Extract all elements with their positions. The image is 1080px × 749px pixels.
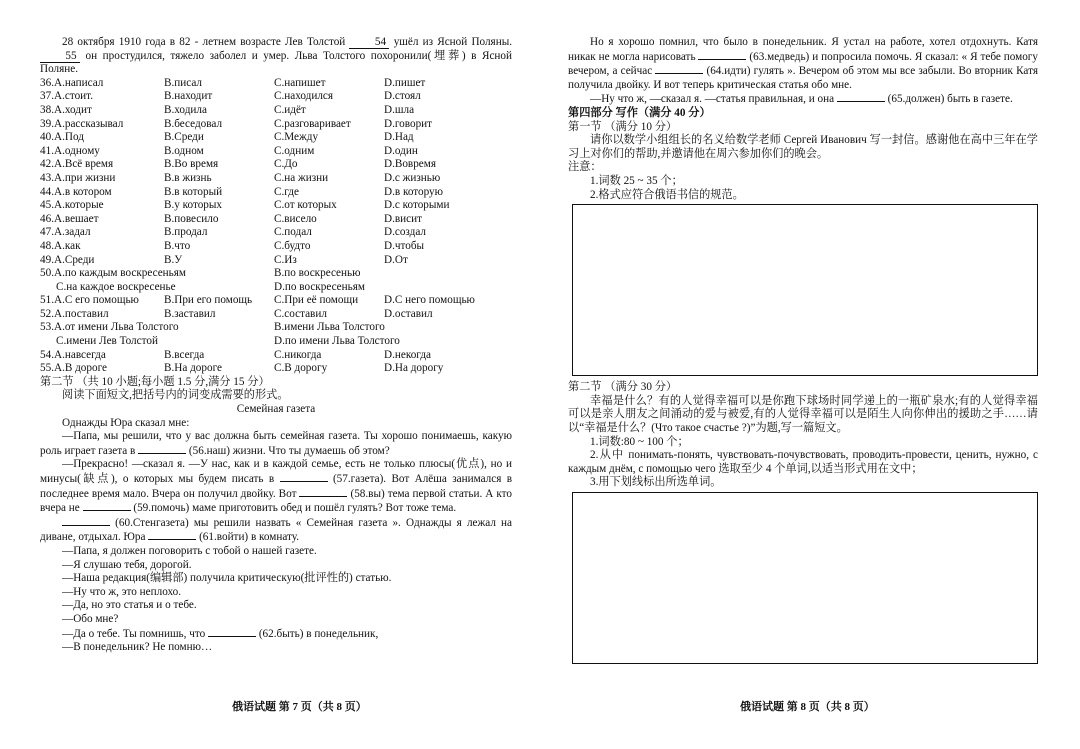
option-53c: C.имени Лев Толстой <box>56 335 158 348</box>
story-p1: Однажды Юра сказал мне: <box>62 416 190 429</box>
task1-text: 请你以数学小组组长的名义给数学老师 Сергей Иванович 写一封信。感谢他在高中三年在学习上对你们的帮助,并邀请他在周六参加你们的晚会。 <box>568 134 1038 160</box>
option-item: B.беседовал <box>164 117 223 130</box>
option-item: 54.A.навсегда <box>40 348 106 361</box>
option-50c: C.на каждое воскресенье <box>56 280 176 293</box>
section2-instruction: 阅读下面短文,把括号内的词变成需要的形式。 <box>62 389 289 402</box>
option-item: B.всегда <box>164 348 205 361</box>
section2-header: 第二节 （共 10 小题;每小题 1.5 分,满分 15 分） <box>40 375 270 388</box>
answer-box-1[interactable] <box>572 204 1038 376</box>
blank-65[interactable] <box>837 92 885 102</box>
option-item: C.Из <box>274 253 297 266</box>
option-item: B.находит <box>164 90 213 103</box>
option-item: 45.A.которые <box>40 199 104 212</box>
dialog-6: —Обо мне? <box>62 612 119 625</box>
note2-2: 2.从中 понимать-понять, чувствовать-почувствовать, проводить-провести, ценить, нужно, с каждым днём, с помощью чего 选取至少 4 个单词,以适当形式用在文中； <box>568 449 1038 475</box>
option-row <box>40 145 512 159</box>
option-50d: D.по воскресеньям <box>274 280 365 293</box>
option-item: C.где <box>274 185 299 198</box>
option-item: 38.A.ходит <box>40 103 92 116</box>
intro-text-4: он простудился, тяжело заболел и умер. Льва Толстого похоронили(埋葬) в Ясной Поляне. <box>40 49 512 76</box>
option-item: D.с жизнью <box>384 171 441 184</box>
option-item: B.у которых <box>164 199 223 212</box>
option-item: D.чтобы <box>384 239 425 252</box>
intro-text-1: 28 октября 1910 года в 82 - летнем возрасте Лев Толстой <box>62 36 346 48</box>
option-item: C.находился <box>274 90 334 103</box>
option-item: D.стоял <box>384 90 421 103</box>
answer-54: 54 <box>349 37 389 49</box>
blank-57[interactable] <box>280 472 328 482</box>
blank-59[interactable] <box>83 501 131 511</box>
option-item: B.При его помощь <box>164 294 253 307</box>
story-p2: —Папа, мы решили, что у вас должна быть семейная газета. Ты хорошо понимаешь, какую роль играет газета в (56.наш) жизни. Что ты думаешь об этом? <box>40 430 512 457</box>
dialog-5: —Да, но это статья и о тебе. <box>62 599 197 612</box>
option-item: C.До <box>274 158 298 171</box>
answer-55: 55 <box>40 51 80 63</box>
option-50b: B.по воскресенью <box>274 267 361 280</box>
right-p2: —Ну что ж, —сказал я. —статья правильная, и она (65.должен) быть в газете. <box>590 93 1013 106</box>
intro-text-2: ушёл из Ясной <box>393 36 468 48</box>
option-item: D.в которую <box>384 185 444 198</box>
option-item: B.что <box>164 239 191 252</box>
option-53a: 53.A.от имени Льва Толстого <box>40 321 179 334</box>
answer-box-2[interactable] <box>572 492 1038 664</box>
part4-title: 第四部分 写作（满分 40 分） <box>568 106 711 119</box>
options-list <box>40 77 512 376</box>
blank-63[interactable] <box>698 50 746 60</box>
section2-title: 第二节 （满分 30 分） <box>568 381 678 394</box>
right-p1: Но я хорошо помнил, что было в понедельник. Я устал на работе, хотел отдохнуть. Катя никак не могла нарисовать (63.медведь) и попросила помочь. Я сказал: « Я тебе помогу вечером, а сейчас (64.идти) гулять ». Вечером об этом мы все забыли. Во вторник Катя получила двойку. И вот теперь критическая статья обо мне. <box>568 36 1038 91</box>
option-item: D.один <box>384 144 418 157</box>
dialog-2: —Я слушаю тебя, дорогой. <box>62 558 192 571</box>
blank-62[interactable] <box>208 627 256 637</box>
option-item: D.говорит <box>384 117 433 130</box>
option-row <box>40 158 512 172</box>
option-item: 36.A.написал <box>40 76 104 89</box>
option-row <box>40 308 512 322</box>
option-item: D.оставил <box>384 307 433 320</box>
option-item: 49.A.Среди <box>40 253 95 266</box>
option-item: C.составил <box>274 307 327 320</box>
option-row <box>40 131 512 145</box>
option-item: C.висело <box>274 212 317 225</box>
option-row <box>40 186 512 200</box>
option-row-50 <box>40 267 512 281</box>
option-row <box>40 77 512 91</box>
option-item: B.заставил <box>164 307 216 320</box>
option-item: B.в который <box>164 185 223 198</box>
option-item: B.На дороге <box>164 362 222 375</box>
dialog-1: —Папа, я должен поговорить с тобой о нашей газете. <box>62 544 317 557</box>
option-item: 48.A.как <box>40 239 81 252</box>
dialog-7: —Да о тебе. Ты помнишь, что (62.быть) в понедельник, <box>62 627 379 640</box>
option-row <box>40 118 512 132</box>
option-item: D.создал <box>384 226 426 239</box>
task2-text: 幸福是什么？有的人觉得幸福可以是你跑下球场时同学递上的一瓶矿泉水;有的人觉得幸福可以是亲人朋友之间涌动的爱与被爱,有的人觉得幸福可以是陌生人向你伸出的援助之手……请以“幸福是什么？(Что такое счастье ?)”为题,写一篇短文。 <box>568 394 1038 434</box>
option-item: B.Среди <box>164 131 204 144</box>
option-row <box>40 104 512 118</box>
section1-title: 第一节 （满分 10 分） <box>568 120 678 133</box>
option-item: B.писал <box>164 76 202 89</box>
option-item: 51.A.С его помощью <box>40 294 139 307</box>
option-item: C.разговаривает <box>274 117 351 130</box>
option-item: C.никогда <box>274 348 322 361</box>
option-row-53-2 <box>40 335 512 349</box>
page-footer-left: 俄语试题 第 7 页（共 8 页） <box>232 701 367 713</box>
option-row <box>40 254 512 268</box>
option-item: D.пишет <box>384 76 426 89</box>
note1-1: 1.词数 25 ~ 35 个； <box>590 174 683 187</box>
option-item: D.С него помощью <box>384 294 475 307</box>
blank-64[interactable] <box>655 64 703 74</box>
option-53d: D.по имени Льва Толстого <box>274 335 400 348</box>
option-item: B.ходила <box>164 103 207 116</box>
option-item: D.висит <box>384 212 422 225</box>
option-item: B.повесило <box>164 212 219 225</box>
story-title: Семейная газета <box>236 403 316 416</box>
option-item: B.У <box>164 253 183 266</box>
note-label-1: 注意： <box>568 161 602 174</box>
right-page <box>568 36 1038 664</box>
option-item: 41.A.одному <box>40 144 100 157</box>
option-row <box>40 213 512 227</box>
dialog-3: —Наша редакция(编辑部) получила критическую(批评性的) статью. <box>62 572 392 585</box>
option-row <box>40 349 512 363</box>
option-item: 46.A.вешает <box>40 212 99 225</box>
option-item: D.Вовремя <box>384 158 436 171</box>
option-50a: 50.A.по каждым воскресеньям <box>40 267 186 280</box>
option-item: 42.A.Всё время <box>40 158 114 171</box>
option-item: 43.A.при жизни <box>40 171 116 184</box>
left-page <box>40 36 512 655</box>
option-item: C.При её помощи <box>274 294 359 307</box>
note2-1: 1.词数:80 ~ 100 个； <box>590 435 689 448</box>
option-item: C.напишет <box>274 76 326 89</box>
blank-61[interactable] <box>148 530 196 540</box>
option-item: 55.A.В дороге <box>40 362 107 375</box>
option-item: D.некогда <box>384 348 431 361</box>
intro-text-3: Поляны. <box>471 36 513 48</box>
option-item: C.будто <box>274 239 311 252</box>
option-row-53 <box>40 321 512 335</box>
option-row <box>40 90 512 104</box>
note1-2: 2.格式应符合俄语书信的规范。 <box>590 188 744 201</box>
blank-56[interactable] <box>138 444 186 454</box>
option-row <box>40 294 512 308</box>
option-item: 52.A.поставил <box>40 307 109 320</box>
option-item: B.одном <box>164 144 204 157</box>
option-item: D.шла <box>384 103 415 116</box>
option-item: 40.A.Под <box>40 131 84 144</box>
option-item: 47.A.задал <box>40 226 91 239</box>
option-item: B.Во время <box>164 158 219 171</box>
intro-paragraph <box>40 36 512 77</box>
option-item: D.От <box>384 253 408 266</box>
option-item: B.продал <box>164 226 208 239</box>
option-item: D.с которыми <box>384 199 450 212</box>
option-item: B.в жизнь <box>164 171 212 184</box>
option-item: 44.A.в котором <box>40 185 112 198</box>
option-item: C.от которых <box>274 199 337 212</box>
option-item: C.одним <box>274 144 315 157</box>
story-p3: —Прекрасно! —сказал я. —У нас, как и в каждой семье, есть не только плюсы(优点), но и минусы(缺点), о которых мы будем писать в (57.газета). Вот Алёша занимался в последнее время мало. Вчера он получил двойку. Вот (58.вы) тема первой статьи. А кто вчера не (59.помочь) маме приготовить обед и пошёл гулять? Вот тоже тема. <box>40 458 512 515</box>
page-footer-right: 俄语试题 第 8 页（共 8 页） <box>740 701 875 713</box>
option-item: 39.A.рассказывал <box>40 117 124 130</box>
option-item: C.В дорогу <box>274 362 328 375</box>
blank-60[interactable] <box>62 516 110 526</box>
dialog-8: —В понедельник? Не помню… <box>62 641 213 654</box>
option-item: D.Над <box>384 131 414 144</box>
option-item: C.Между <box>274 131 319 144</box>
dialog-4: —Ну что ж, это неплохо. <box>62 585 182 598</box>
option-item: C.на жизни <box>274 171 329 184</box>
option-row <box>40 226 512 240</box>
option-item: C.подал <box>274 226 312 239</box>
option-row <box>40 240 512 254</box>
option-item: 37.A.стоит. <box>40 90 93 103</box>
option-53b: B.имени Льва Толстого <box>274 321 385 334</box>
option-item: D.На дорогу <box>384 362 444 375</box>
option-row <box>40 172 512 186</box>
option-row <box>40 362 512 376</box>
option-item: C.идёт <box>274 103 306 116</box>
option-row-50-2 <box>40 281 512 295</box>
story-p4: (60.Стенгазета) мы решили назвать « Семейная газета ». Однажды я лежал на диване, отдыхал. Юра (61.войти) в комнату. <box>40 516 513 544</box>
blank-58[interactable] <box>299 487 347 497</box>
note2-3: 3.用下划线标出所选单词。 <box>590 476 722 489</box>
option-row <box>40 199 512 213</box>
